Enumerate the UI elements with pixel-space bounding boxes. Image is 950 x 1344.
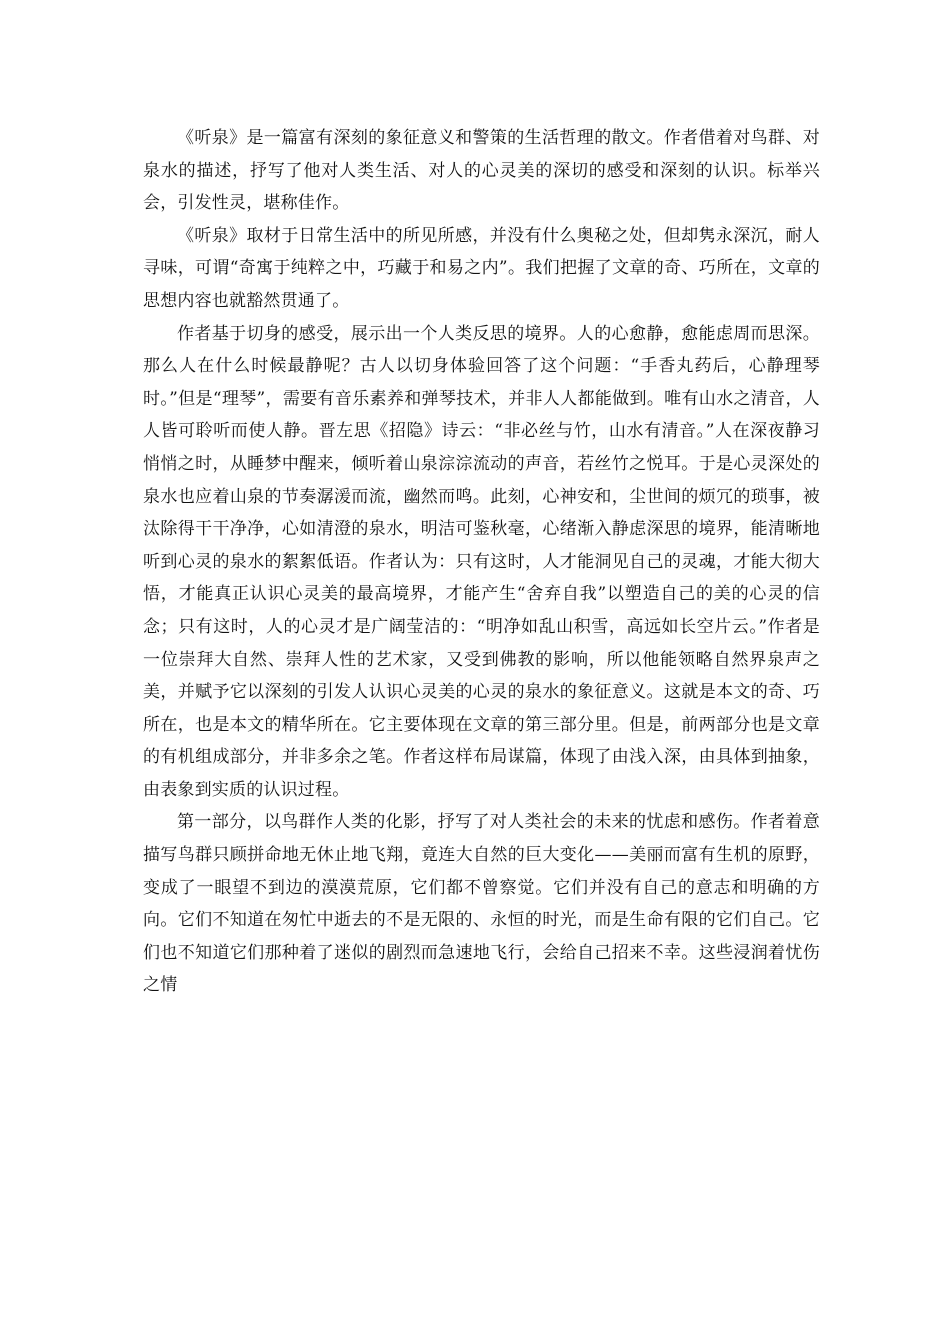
paragraph-2: 《听泉》取材于日常生活中的所见所感，并没有什么奥秘之处，但却隽永深沉，耐人寻味，可谓“奇寓于纯粹之中，巧藏于和易之内”。我们把握了文章的奇、巧所在，文章的思想内容也就豁然贯通了。 (143, 225, 820, 311)
paragraph-3: 作者基于切身的感受，展示出一个人类反思的境界。人的心愈静，愈能虑周而思深。那么人在什么时候最静呢？古人以切身体验回答了这个问题：“手香丸药后，心静理琴时。”但是“理琴”，需要有音乐素养和弹琴技术，并非人人都能做到。唯有山水之清音，人人皆可聆听而使人静。晋左思《招隐》诗云：“非必丝与竹，山水有清音。”人在深夜静习悄悄之时，从睡梦中醒来，倾听着山泉淙淙流动的声音，若丝竹之悦耳。于是心灵深处的泉水也应着山泉的节奏潺湲而流，幽然而鸣。此刻，心神安和，尘世间的烦冗的琐事，被汰除得干干净净，心如清澄的泉水，明洁可鉴秋毫，心绪渐入静虑深思的境界，能清晰地听到心灵的泉水的絮絮低语。作者认为：只有这时，人才能洞见自己的灵魂，才能大彻大悟，才能真正认识心灵美的最高境界，才能产生“舍弃自我”以塑造自己的美的心灵的信念；只有这时，人的心灵才是广阔莹洁的：“明净如乱山积雪，高远如长空片云。”作者是一位崇拜大自然、崇拜人性的艺术家，又受到佛教的影响，所以他能领略自然界泉声之美，并赋予它以深刻的引发人认识心灵美的心灵的泉水的象征意义。这就是本文的奇、巧所在，也是本文的精华所在。它主要体现在文章的第三部分里。但是，前两部分也是文章的有机组成部分，并非多余之笔。作者这样布局谋篇，体现了由浅入深，由具体到抽象，由表象到实质的认识过程。 (143, 323, 820, 800)
paragraph-1: 《听泉》是一篇富有深刻的象征意义和警策的生活哲理的散文。作者借着对鸟群、对泉水的描述，抒写了他对人类生活、对人的心灵美的深切的感受和深刻的认识。标举兴会，引发性灵，堪称佳作。 (143, 128, 820, 214)
paragraph-4: 第一部分，以鸟群作人类的化影，抒写了对人类社会的未来的忧虑和感伤。作者着意描写鸟群只顾拼命地无休止地飞翔，竟连大自然的巨大变化——美丽而富有生机的原野，变成了一眼望不到边的漠漠荒原，它们都不曾察觉。它们并没有自己的意志和明确的方向。它们不知道在匆忙中逝去的不是无限的、永恒的时光，而是生命有限的它们自己。它们也不知道它们那种着了迷似的剧烈而急速地飞行，会给自己招来不幸。这些浸润着忧伤之情 (143, 812, 820, 996)
